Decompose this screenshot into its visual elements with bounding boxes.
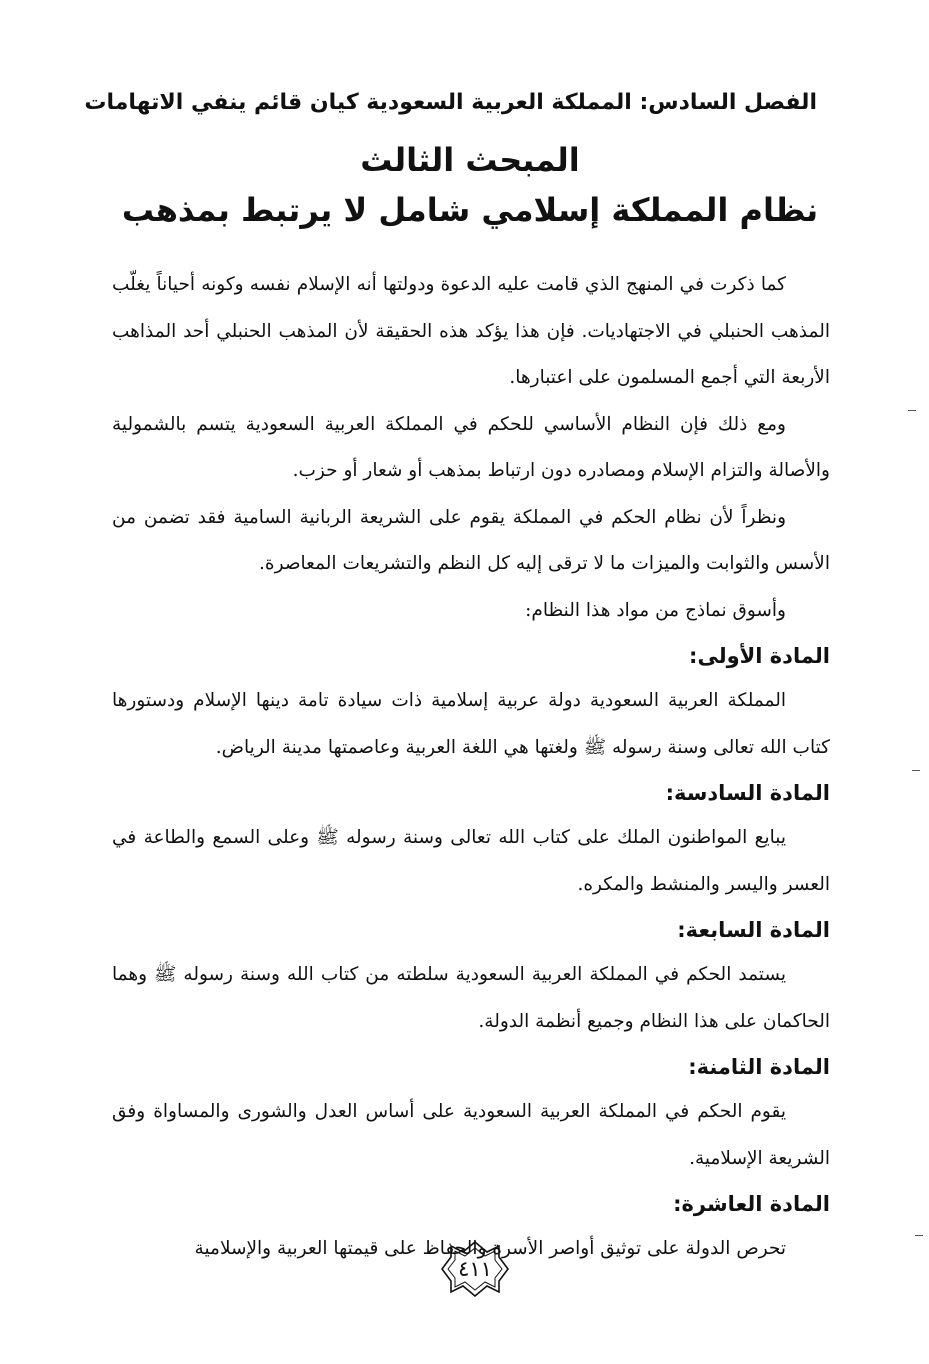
page-number-frame [434,1238,516,1300]
margin-tick [915,1235,923,1236]
body-paragraph: ومع ذلك فإن النظام الأساسي للحكم في المملكة العربية السعودية يتسم بالشمولية والأصالة والتزام الإسلام ومصادره دون ارتباط بمذهب أو شعار أو حزب. [112,413,830,481]
running-head-text: الفصل السادس: المملكة العربية السعودية كيان قائم ينفي الاتهامات [84,90,817,115]
article-heading: المادة السابعة: [677,918,830,942]
page-number: ٤١١ [458,1257,492,1281]
article-heading: المادة السادسة: [665,781,830,805]
section-title [115,135,825,235]
section-title-line-2: نظام المملكة إسلامي شامل لا يرتبط بمذهب [121,191,819,229]
margin-tick [912,770,920,771]
body-paragraph: يقوم الحكم في المملكة العربية السعودية على أساس العدل والشورى والمساواة وفق الشريعة الإسلامية. [112,1101,830,1169]
body-paragraph: يستمد الحكم في المملكة العربية السعودية سلطته من كتاب الله وسنة رسوله ﷺ وهما الحاكمان على هذا النظام وجميع أنظمة الدولة. [112,964,830,1032]
running-head [84,75,825,115]
body-paragraph: ونظراً لأن نظام الحكم في المملكة يقوم على الشريعة الربانية السامية فقد تضمن من الأسس والثوابت والميزات ما لا ترقى إليه كل النظم والتشريعات المعاصرة. [112,506,830,574]
body-paragraph: يبايع المواطنون الملك على كتاب الله تعالى وسنة رسوله ﷺ وعلى السمع والطاعة في العسر واليسر والمنشط والمكره. [112,827,830,895]
body-paragraph: وأسوق نماذج من مواد هذا النظام: [525,599,786,621]
article-heading: المادة الأولى: [689,644,830,668]
body-paragraph: كما ذكرت في المنهج الذي قامت عليه الدعوة ودولتها أنه الإسلام نفسه وكونه أحياناً يغلّب المذهب الحنبلي في الاجتهاديات. فإن هذا يؤكد هذه الحقيقة لأن المذهب الحنبلي أحد المذاهب الأربعة التي أجمع المسلمون على اعتبارها. [112,274,830,388]
body-paragraph: المملكة العربية السعودية دولة عربية إسلامية ذات سيادة تامة دينها الإسلام ودستورها كتاب الله تعالى وسنة رسوله ﷺ ولغتها هي اللغة العربية وعاصمتها مدينة الرياض. [112,690,830,758]
article-heading: المادة الثامنة: [688,1055,830,1079]
article-heading: المادة العاشرة: [673,1192,830,1216]
page-body [112,262,830,1273]
body-paragraph: تحرص الدولة على توثيق أواصر الأسرة والحفاظ على قيمتها العربية والإسلامية [194,1238,786,1259]
margin-tick [908,410,916,411]
section-title-line-1: المبحث الثالث [360,141,580,179]
